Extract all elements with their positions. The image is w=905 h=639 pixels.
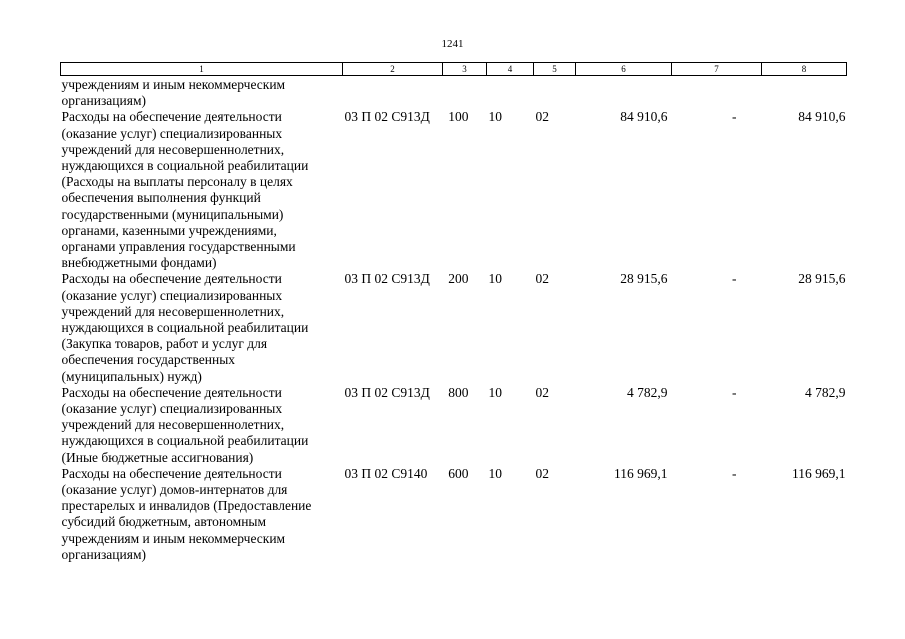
row-rz: 10 (488, 384, 502, 400)
row-sum: 116 969,1 (614, 465, 668, 481)
table-row (61, 109, 847, 271)
row-vr: 200 (448, 271, 469, 287)
row-vr: 800 (448, 384, 469, 400)
row-vr: 100 (448, 109, 469, 125)
header-col-7: 7 (672, 63, 762, 76)
budget-table (60, 62, 847, 563)
row-total (762, 76, 847, 110)
row-sum: 28 915,6 (620, 271, 668, 287)
row-sum: 84 910,6 (620, 109, 668, 125)
row-code (343, 76, 443, 110)
row-pr: 02 (535, 465, 549, 481)
row-code: 03 П 02 С913Д (344, 109, 430, 125)
row-sum (576, 76, 672, 110)
row-name: Расходы на обеспечение деятельности (оказание услуг) домов-интернатов для престарелых и инвалидов (Предоставление субсидий бюджетным, автономным учреждениям и иным некоммерческим организациям) (61, 465, 312, 562)
row-change (672, 76, 762, 110)
row-name: Расходы на обеспечение деятельности (оказание услуг) специализированных учреждений для несовершеннолетних, нуждающихся в социальной реабилитации (Расходы на выплаты персоналу в целях обеспечения выполнения функций государственными (муниципальными) органами, казенными учреждениями, органами управления государственными внебюджетными фондами) (61, 109, 309, 271)
table-row (61, 385, 847, 466)
header-col-8: 8 (762, 63, 847, 76)
header-col-4: 4 (487, 63, 534, 76)
table-row (61, 466, 847, 563)
row-name: Расходы на обеспечение деятельности (оказание услуг) специализированных учреждений для несовершеннолетних, нуждающихся в социальной реабилитации (Иные бюджетные ассигнования) (61, 384, 309, 465)
row-vr (443, 76, 487, 110)
row-rz (487, 76, 534, 110)
row-change: - (732, 271, 737, 287)
row-change: - (732, 384, 737, 400)
row-pr: 02 (535, 109, 549, 125)
row-name: учреждениям и иным некоммерческим организациям) (61, 77, 286, 109)
row-code: 03 П 02 С913Д (344, 384, 430, 400)
row-total: 28 915,6 (798, 271, 846, 287)
column-number-header (61, 63, 847, 76)
row-rz: 10 (488, 271, 502, 287)
row-total: 116 969,1 (792, 465, 846, 481)
header-col-6: 6 (576, 63, 672, 76)
row-rz: 10 (488, 465, 502, 481)
row-pr: 02 (535, 384, 549, 400)
header-col-2: 2 (343, 63, 443, 76)
row-name: Расходы на обеспечение деятельности (оказание услуг) специализированных учреждений для несовершеннолетних, нуждающихся в социальной реабилитации (Закупка товаров, работ и услуг для обеспечения государственных (муниципальных) нужд) (61, 271, 309, 384)
row-code: 03 П 02 С913Д (344, 271, 430, 287)
row-vr: 600 (448, 465, 469, 481)
table-row (61, 76, 847, 110)
row-total: 84 910,6 (798, 109, 846, 125)
table-row (61, 271, 847, 384)
row-sum: 4 782,9 (627, 384, 668, 400)
row-pr: 02 (535, 271, 549, 287)
row-change: - (732, 109, 737, 125)
page-number: 1241 (441, 38, 464, 50)
row-pr (534, 76, 576, 110)
row-code: 03 П 02 С9140 (344, 465, 428, 481)
header-col-1: 1 (61, 63, 343, 76)
header-col-3: 3 (443, 63, 487, 76)
row-change: - (732, 465, 737, 481)
row-rz: 10 (488, 109, 502, 125)
header-col-5: 5 (534, 63, 576, 76)
row-total: 4 782,9 (805, 384, 846, 400)
